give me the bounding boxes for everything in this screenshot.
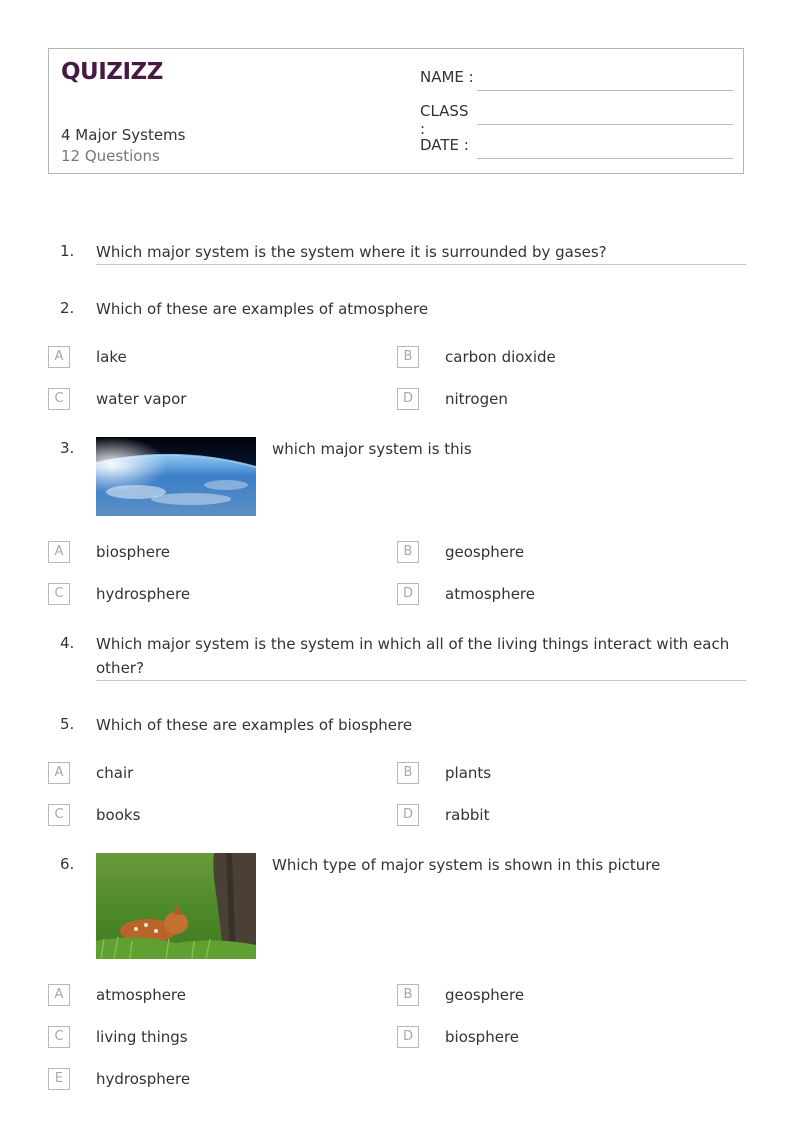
name-label: NAME : xyxy=(420,68,474,86)
class-field xyxy=(420,102,476,138)
fawn-in-grass-image xyxy=(96,853,256,959)
option-d-box[interactable]: D xyxy=(397,1026,419,1048)
option-a-text: chair xyxy=(96,764,134,782)
question-text: which major system is this xyxy=(272,440,472,458)
answer-line[interactable] xyxy=(96,680,746,681)
name-field xyxy=(420,68,476,86)
option-c-box[interactable]: C xyxy=(48,804,70,826)
question-number: 1. xyxy=(60,242,75,260)
option-a-box[interactable]: A xyxy=(48,541,70,563)
option-c-text: water vapor xyxy=(96,390,187,408)
date-label: DATE : xyxy=(420,136,469,154)
option-c-text: books xyxy=(96,806,141,824)
answer-line[interactable] xyxy=(96,264,746,265)
question-number: 2. xyxy=(60,299,75,317)
option-d-box[interactable]: D xyxy=(397,388,419,410)
class-input-line[interactable] xyxy=(477,124,733,125)
name-input-line[interactable] xyxy=(477,90,733,91)
question-text: Which of these are examples of biosphere xyxy=(96,716,413,734)
option-c-box[interactable]: C xyxy=(48,1026,70,1048)
option-b-text: plants xyxy=(445,764,492,782)
option-a-box[interactable]: A xyxy=(48,984,70,1006)
question-text: Which major system is the system in which all of the living things interact with each other? xyxy=(96,635,730,677)
option-d-text: rabbit xyxy=(445,806,490,824)
option-b-text: geosphere xyxy=(445,543,525,561)
worksheet-header xyxy=(48,48,744,174)
option-b-box[interactable]: B xyxy=(397,346,419,368)
option-c-box[interactable]: C xyxy=(48,388,70,410)
option-b-box[interactable]: B xyxy=(397,984,419,1006)
option-c-text: living things xyxy=(96,1028,188,1046)
option-a-box[interactable]: A xyxy=(48,346,70,368)
earth-atmosphere-image xyxy=(96,437,256,516)
date-field xyxy=(420,136,476,154)
option-a-text: biosphere xyxy=(96,543,171,561)
question-text: Which major system is the system where it is surrounded by gases? xyxy=(96,243,607,261)
class-label: CLASS : xyxy=(420,102,469,138)
quizizz-logo: QUIZIZZ xyxy=(61,59,163,85)
option-c-box[interactable]: C xyxy=(48,583,70,605)
option-a-box[interactable]: A xyxy=(48,762,70,784)
question-text: Which type of major system is shown in this picture xyxy=(272,856,661,874)
option-d-box[interactable]: D xyxy=(397,583,419,605)
option-c-text: hydrosphere xyxy=(96,585,191,603)
option-e-box[interactable]: E xyxy=(48,1068,70,1090)
worksheet-title: 4 Major Systems xyxy=(61,126,186,144)
date-input-line[interactable] xyxy=(477,158,733,159)
option-e-text: hydrosphere xyxy=(96,1070,191,1088)
option-a-text: atmosphere xyxy=(96,986,186,1004)
option-d-box[interactable]: D xyxy=(397,804,419,826)
option-b-box[interactable]: B xyxy=(397,762,419,784)
question-number: 5. xyxy=(60,715,75,733)
question-number: 6. xyxy=(60,855,75,873)
option-b-box[interactable]: B xyxy=(397,541,419,563)
option-d-text: nitrogen xyxy=(445,390,508,408)
option-d-text: biosphere xyxy=(445,1028,520,1046)
question-count: 12 Questions xyxy=(61,147,160,165)
question-text: Which of these are examples of atmosphere xyxy=(96,300,429,318)
question-number: 3. xyxy=(60,439,75,457)
option-b-text: carbon dioxide xyxy=(445,348,556,366)
option-d-text: atmosphere xyxy=(445,585,535,603)
option-b-text: geosphere xyxy=(445,986,525,1004)
question-number: 4. xyxy=(60,634,75,652)
option-a-text: lake xyxy=(96,348,127,366)
